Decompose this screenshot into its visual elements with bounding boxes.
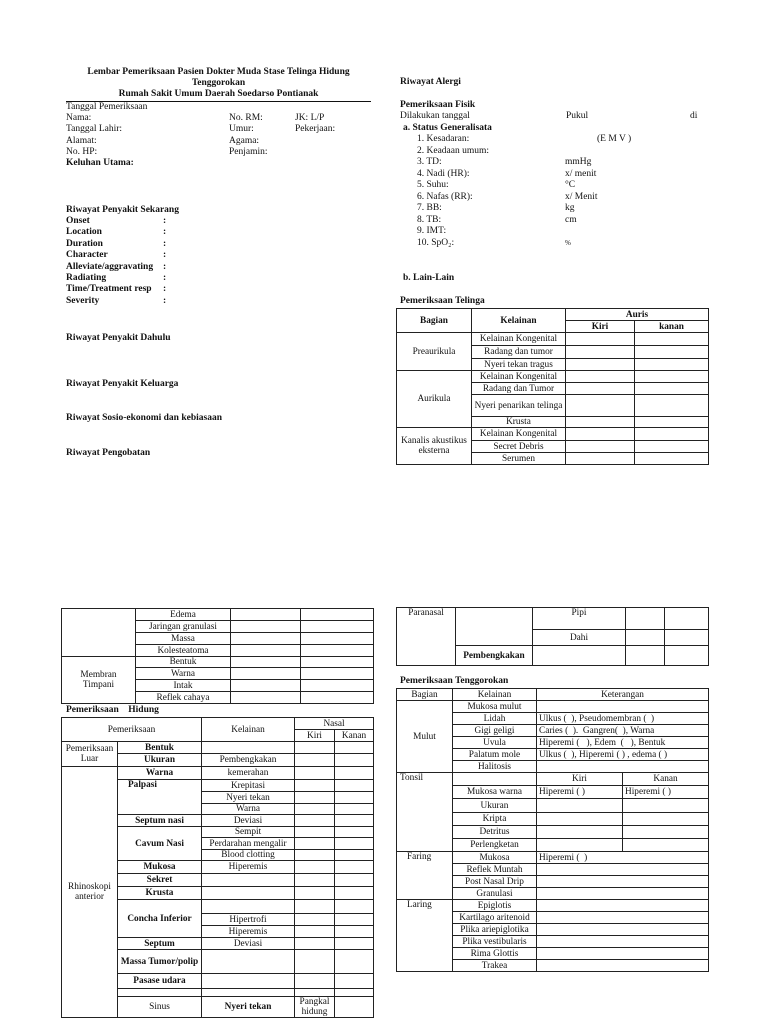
vital-unit: mmHg xyxy=(565,157,592,167)
telinga-kiri-cell[interactable] xyxy=(566,359,635,371)
hidung-kelainan-cell: Deviasi xyxy=(202,815,295,827)
membran-kiri-cell[interactable] xyxy=(231,692,301,704)
rps-colon: : xyxy=(163,250,167,261)
vitals-units xyxy=(565,134,631,249)
paranasal-kiri-cell[interactable] xyxy=(626,608,665,630)
membran-item: Edema xyxy=(136,609,231,621)
hidung-kelainan-cell: Hipertrofi xyxy=(202,914,295,926)
hidung-kanan-cell[interactable] xyxy=(335,989,374,997)
telinga-kiri-cell[interactable] xyxy=(566,441,635,453)
rps-colon: : xyxy=(163,227,167,238)
pukul-label: Pukul xyxy=(566,111,589,121)
hidung-kiri-cell[interactable] xyxy=(295,989,335,997)
telinga-kanan-cell[interactable] xyxy=(635,417,709,428)
pekerjaan-label: Pekerjaan: xyxy=(295,124,336,134)
hidung-kanan-cell[interactable] xyxy=(335,767,374,780)
hidung-kelainan-cell: Deviasi xyxy=(202,938,295,950)
membran-item: Bentuk xyxy=(136,657,231,668)
vital-label: 4. Nadi (HR): xyxy=(417,168,470,179)
hidung-kelainan-cell xyxy=(202,950,295,974)
rpd-heading: Riwayat Penyakit Dahulu xyxy=(66,333,171,343)
hidung-kanan-cell[interactable] xyxy=(335,926,374,938)
teng-kelainan-cell: Trakea xyxy=(453,960,537,972)
rps-item-duration: Duration xyxy=(66,238,103,249)
alamat-label: Alamat: xyxy=(66,136,97,146)
hidung-kiri-cell[interactable] xyxy=(295,861,335,874)
hidung-header-kelainan: Kelainan xyxy=(202,718,295,742)
telinga-kanan-cell[interactable] xyxy=(635,359,709,371)
telinga-header-bagian: Bagian xyxy=(397,309,472,333)
teng-keterangan-cell[interactable] xyxy=(537,864,709,876)
hidung-kelainan-cell: Perdarahan mengalir xyxy=(202,838,295,850)
hidung-kelainan-cell xyxy=(202,900,295,914)
hidung-sinus: Sinus xyxy=(118,997,202,1018)
hidung-kiri-cell[interactable] xyxy=(295,874,335,887)
telinga-kanalis: Kanalis akustikus eksterna xyxy=(397,428,472,465)
hidung-kiri-cell[interactable] xyxy=(295,804,335,815)
hidung-kanan-cell[interactable] xyxy=(335,804,374,815)
hidung-item: Ukuran xyxy=(118,754,202,767)
hidung-kelainan-cell xyxy=(202,989,295,997)
teng-kelainan-cell: Granulasi xyxy=(453,888,537,900)
rps-colon: : xyxy=(163,238,167,249)
hidung-item: Sekret xyxy=(118,874,202,887)
hidung-kelainan-cell: Krepitasi xyxy=(202,780,295,792)
umur-label: Umur: xyxy=(229,124,254,134)
hidung-kelainan-cell: kemerahan xyxy=(202,767,295,780)
vital-label: 5. Suhu: xyxy=(417,180,449,190)
teng-kelainan-cell: Palatum mole xyxy=(453,749,537,761)
hidung-blank-cell xyxy=(118,989,202,997)
membran-timpani-table xyxy=(61,608,374,704)
telinga-kiri-cell[interactable] xyxy=(566,346,635,359)
teng-kelainan-cell: Ukuran xyxy=(453,799,537,813)
telinga-kelainan-cell: Nyeri tekan tragus xyxy=(472,359,566,371)
penjamin-label: Penjamin: xyxy=(229,147,268,157)
rps-list xyxy=(66,216,153,307)
telinga-kanan-cell[interactable] xyxy=(635,333,709,346)
telinga-kanan-cell[interactable] xyxy=(635,428,709,441)
alergi-heading: Riwayat Alergi xyxy=(400,77,461,87)
telinga-header-kiri: Kiri xyxy=(566,321,635,333)
paranasal-blank-cell xyxy=(456,608,533,646)
paranasal-kanan-cell[interactable] xyxy=(665,608,709,630)
form-title-line3: Rumah Sakit Umum Daerah Soedarso Pontianak xyxy=(118,89,319,99)
membran-kanan-cell[interactable] xyxy=(301,621,374,633)
hidung-kanan-cell[interactable] xyxy=(335,792,374,804)
status-generalisata-heading: a. Status Generalisata xyxy=(403,123,492,133)
tanggal-lahir-label: Tanggal Lahir: xyxy=(66,124,123,134)
tenggorokan-heading: Pemeriksaan Tenggorokan xyxy=(400,676,509,686)
teng-kiri-cell[interactable] xyxy=(537,826,623,839)
hidung-kiri-cell[interactable] xyxy=(295,742,335,754)
membran-kiri-cell[interactable] xyxy=(231,609,301,621)
membran-item: Massa xyxy=(136,633,231,645)
telinga-kanan-cell[interactable] xyxy=(635,441,709,453)
telinga-kiri-cell[interactable] xyxy=(566,417,635,428)
hidung-kelainan-cell: Hiperemis xyxy=(202,926,295,938)
hidung-kelainan-cell xyxy=(202,742,295,754)
vital-label: 9. IMT: xyxy=(417,226,447,236)
telinga-kelainan-cell: Kelainan Kongenital xyxy=(472,371,566,383)
teng-keterangan-cell[interactable] xyxy=(537,936,709,948)
telinga-kanan-cell[interactable] xyxy=(635,383,709,395)
hidung-kanan-cell[interactable] xyxy=(335,950,374,974)
teng-keterangan-cell[interactable] xyxy=(537,948,709,960)
hidung-kelainan-cell: Sempit xyxy=(202,827,295,838)
hidung-kelainan-cell: Warna xyxy=(202,804,295,815)
rps-item-alleviate: Alleviate/aggravating xyxy=(66,261,154,272)
form-title-line1: Lembar Pemeriksaan Pasien Dokter Muda Stase Telinga Hidung xyxy=(87,67,350,77)
vital-label: 1. Kesadaran: xyxy=(417,134,470,144)
vital-unit: (E M V ) xyxy=(597,134,632,144)
vital-label: 10. SpO₂: xyxy=(417,237,455,248)
telinga-aurikula: Aurikula xyxy=(397,371,472,428)
hidung-kelainan-cell xyxy=(202,874,295,887)
teng-kelainan-cell: Gigi geligi xyxy=(453,725,537,737)
telinga-kelainan-cell: Radang dan Tumor xyxy=(472,383,566,395)
hidung-item: Bentuk xyxy=(118,742,202,754)
hidung-kiri-cell[interactable] xyxy=(295,815,335,827)
hidung-kiri-cell[interactable] xyxy=(295,900,335,914)
vital-unit: kg xyxy=(565,203,575,213)
teng-header-kiri: Kiri xyxy=(537,773,623,786)
hidung-kanan-cell[interactable] xyxy=(335,742,374,754)
membran-item: Kolesteatoma xyxy=(136,645,231,657)
teng-kelainan-cell: Plika vestibularis xyxy=(453,936,537,948)
telinga-header-auris: Auris xyxy=(566,309,709,321)
hidung-kiri-cell[interactable] xyxy=(295,887,335,900)
hidung-kiri-cell[interactable] xyxy=(295,914,335,926)
hidung-kanan-cell[interactable] xyxy=(335,914,374,926)
dilakukan-label: Dilakukan tanggal xyxy=(400,111,470,121)
hidung-item: Concha Inferior xyxy=(118,900,202,938)
vital-label: 7. BB: xyxy=(417,203,442,213)
paranasal-kanan-cell[interactable] xyxy=(665,646,709,666)
teng-keterangan-cell[interactable]: Hiperemi ( ) xyxy=(537,852,709,864)
teng-header-kelainan: Kelainan xyxy=(453,689,537,701)
membran-kiri-cell[interactable] xyxy=(231,621,301,633)
rps-colon: : xyxy=(163,216,167,226)
agama-label: Agama: xyxy=(229,136,260,146)
hidung-kanan-cell[interactable] xyxy=(335,838,374,850)
teng-keterangan-cell[interactable]: Ulkus ( ), Hiperemi ( ) , edema ( ) xyxy=(537,749,709,761)
telinga-header-kanan: kanan xyxy=(635,321,709,333)
membran-kanan-cell[interactable] xyxy=(301,692,374,704)
hidung-kiri-cell[interactable] xyxy=(295,926,335,938)
hidung-kiri-cell[interactable] xyxy=(295,827,335,838)
teng-keterangan-cell[interactable] xyxy=(537,900,709,912)
membran-kanan-cell[interactable] xyxy=(301,657,374,668)
rps-item-character: Character xyxy=(66,250,108,261)
rps-colon: : xyxy=(163,295,167,306)
paranasal-label: Paranasal xyxy=(397,608,456,666)
hidung-kelainan-cell: Nyeri tekan xyxy=(202,792,295,804)
rps-colon: : xyxy=(163,261,167,272)
teng-header-bagian: Bagian xyxy=(397,689,453,701)
telinga-kiri-cell[interactable] xyxy=(566,383,635,395)
vital-unit xyxy=(565,226,631,238)
telinga-header-kelainan: Kelainan xyxy=(472,309,566,333)
di-label: di xyxy=(690,111,698,121)
rps-colon: : xyxy=(163,273,167,284)
teng-kiri-cell[interactable] xyxy=(537,799,623,813)
vital-unit: °C xyxy=(565,180,576,190)
hidung-kiri-cell[interactable] xyxy=(295,974,335,989)
membran-kanan-cell[interactable] xyxy=(301,633,374,645)
membran-blank-cell xyxy=(62,609,136,657)
hidung-kiri-cell[interactable] xyxy=(335,997,374,1018)
hidung-rhinoskopi: Rhinoskopi anterior xyxy=(62,767,118,1018)
telinga-kelainan-cell: Serumen xyxy=(472,453,566,465)
telinga-kelainan-cell: Krusta xyxy=(472,417,566,428)
hidung-kanan-cell[interactable] xyxy=(335,754,374,767)
membran-item: Reflek cahaya xyxy=(136,692,231,704)
membran-kanan-cell[interactable] xyxy=(301,609,374,621)
telinga-table xyxy=(396,308,709,465)
hidung-item: Pasase udara xyxy=(118,974,202,989)
telinga-kanan-cell[interactable] xyxy=(635,346,709,359)
membran-kanan-cell[interactable] xyxy=(301,645,374,657)
membran-kiri-cell[interactable] xyxy=(231,668,301,680)
teng-keterangan-cell[interactable] xyxy=(537,912,709,924)
hidung-item: Mukosa xyxy=(118,861,202,874)
hidung-kelainan-cell xyxy=(202,974,295,989)
teng-mulut: Mulut xyxy=(397,701,453,773)
teng-blank-cell xyxy=(453,773,537,786)
vital-unit xyxy=(565,146,631,158)
hidung-kanan-cell[interactable] xyxy=(335,815,374,827)
vitals-labels xyxy=(417,134,489,249)
telinga-kelainan-cell: Kelainan Kongenital xyxy=(472,428,566,441)
vital-label: 3. TD: xyxy=(417,157,442,167)
teng-kelainan-cell: Plika ariepiglotika xyxy=(453,924,537,936)
teng-tonsil: Tonsil xyxy=(397,773,453,852)
rps-colon: : xyxy=(163,284,167,295)
hidung-item: Cavum Nasi xyxy=(118,827,202,861)
teng-kelainan-cell: Uvula xyxy=(453,737,537,749)
rps-item-onset: Onset xyxy=(66,216,90,226)
teng-keterangan-cell[interactable]: Caries ( ). Gangren( ), Warna xyxy=(537,725,709,737)
pengobatan-heading: Riwayat Pengobatan xyxy=(66,448,151,458)
teng-header-keterangan: Keterangan xyxy=(537,689,709,701)
tenggorokan-table xyxy=(396,688,709,972)
hidung-kelainan-cell: Pangkal hidung xyxy=(295,997,335,1018)
teng-kelainan-cell: Mukosa xyxy=(453,852,537,864)
telinga-kanan-cell[interactable] xyxy=(635,453,709,465)
teng-kiri-cell[interactable]: Hiperemi ( ) xyxy=(537,786,623,799)
teng-faring: Faring xyxy=(397,852,453,900)
vital-unit: x/ menit xyxy=(565,168,597,179)
hidung-kanan-cell[interactable] xyxy=(335,887,374,900)
telinga-kanan-cell[interactable] xyxy=(635,371,709,383)
teng-kelainan-cell: Lidah xyxy=(453,713,537,725)
vital-label: 6. Nafas (RR): xyxy=(417,191,473,202)
telinga-kanan-cell[interactable] xyxy=(635,395,709,417)
teng-kelainan-cell: Mukosa mulut xyxy=(453,701,537,713)
paranasal-table xyxy=(396,607,709,666)
hidung-kanan-cell[interactable] xyxy=(335,900,374,914)
telinga-kelainan-cell: Kelainan Kongenital xyxy=(472,333,566,346)
vital-unit: cm xyxy=(565,214,577,225)
no-hp-label: No. HP: xyxy=(66,147,98,157)
paranasal-pipi: Pipi xyxy=(533,608,626,630)
membran-kiri-cell[interactable] xyxy=(231,645,301,657)
telinga-kelainan-cell: Secret Debris xyxy=(472,441,566,453)
hidung-header-kiri: Kiri xyxy=(295,730,335,742)
telinga-kiri-cell[interactable] xyxy=(566,453,635,465)
paranasal-dahi: Dahi xyxy=(533,630,626,646)
hidung-item: Palpasi xyxy=(118,780,202,815)
paranasal-pembengkakan: Pembengkakan xyxy=(456,646,533,666)
teng-kiri-cell[interactable] xyxy=(537,813,623,826)
membran-kiri-cell[interactable] xyxy=(231,657,301,668)
teng-kanan-cell[interactable] xyxy=(623,799,709,813)
keluhan-utama-label: Keluhan Utama: xyxy=(66,158,134,168)
telinga-kiri-cell[interactable] xyxy=(566,333,635,346)
hidung-kiri-cell[interactable] xyxy=(295,850,335,861)
form-title-line2: Tenggorokan xyxy=(191,78,246,88)
paranasal-kanan-cell[interactable] xyxy=(665,630,709,646)
telinga-heading: Pemeriksaan Telinga xyxy=(400,296,485,306)
teng-keterangan-cell[interactable] xyxy=(537,701,709,713)
telinga-kiri-cell[interactable] xyxy=(566,395,635,417)
rps-colons xyxy=(163,216,166,307)
membran-kanan-cell[interactable] xyxy=(301,680,374,692)
hidung-kelainan-cell xyxy=(202,887,295,900)
hidung-header-nasal: Nasal xyxy=(295,718,374,730)
teng-keterangan-cell[interactable] xyxy=(537,761,709,773)
hidung-kanan-cell[interactable] xyxy=(335,827,374,838)
rps-item-radiating: Radiating xyxy=(66,273,107,284)
hidung-item: Warna xyxy=(118,767,202,780)
jk-label: JK: L/P xyxy=(295,113,325,123)
rps-heading: Riwayat Penyakit Sekarang xyxy=(66,205,179,215)
teng-kiri-cell[interactable] xyxy=(537,839,623,852)
hidung-item: Krusta xyxy=(118,887,202,900)
paranasal-kiri-cell[interactable] xyxy=(626,630,665,646)
vital-label: 8. TB: xyxy=(417,214,442,225)
tanggal-pemeriksaan-label: Tanggal Pemeriksaan xyxy=(66,102,148,112)
vital-unit: % xyxy=(565,238,571,247)
membran-kiri-cell[interactable] xyxy=(231,633,301,645)
hidung-kiri-cell[interactable] xyxy=(295,838,335,850)
teng-laring: Laring xyxy=(397,900,453,972)
teng-kelainan-cell: Post Nasal Drip xyxy=(453,876,537,888)
teng-kanan-cell[interactable]: Hiperemi ( ) xyxy=(623,786,709,799)
hidung-kiri-cell[interactable] xyxy=(295,767,335,780)
teng-kelainan-cell: Epiglotis xyxy=(453,900,537,912)
telinga-kiri-cell[interactable] xyxy=(566,371,635,383)
rps-item-severity: Severity xyxy=(66,295,100,306)
hidung-header-pemeriksaan: Pemeriksaan xyxy=(62,718,202,742)
telinga-kiri-cell[interactable] xyxy=(566,428,635,441)
vital-unit: x/ Menit xyxy=(565,191,598,202)
sosio-heading: Riwayat Sosio-ekonomi dan kebiasaan xyxy=(66,413,222,423)
teng-keterangan-cell[interactable] xyxy=(537,876,709,888)
telinga-kelainan-cell: Nyeri penarikan telinga xyxy=(472,395,566,417)
teng-kelainan-cell: Mukosa warna xyxy=(453,786,537,799)
hidung-heading: Pemeriksaan Hidung xyxy=(66,705,159,715)
nama-label: Nama: xyxy=(66,113,92,123)
teng-header-kanan: Kanan xyxy=(623,773,709,786)
hidung-kiri-cell[interactable] xyxy=(295,950,335,974)
rpk-heading: Riwayat Penyakit Keluarga xyxy=(66,379,179,389)
vital-label: 2. Keadaan umum: xyxy=(417,145,490,156)
hidung-kelainan-cell: Blood clotting xyxy=(202,850,295,861)
teng-keterangan-cell[interactable] xyxy=(537,960,709,972)
hidung-header-kanan: Kanan xyxy=(335,730,374,742)
hidung-kanan-cell[interactable] xyxy=(335,874,374,887)
lain-lain-heading: b. Lain-Lain xyxy=(403,273,455,283)
hidung-kiri-cell[interactable] xyxy=(295,792,335,804)
fisik-heading: Pemeriksaan Fisik xyxy=(400,100,476,110)
telinga-kelainan-cell: Radang dan tumor xyxy=(472,346,566,359)
teng-kanan-cell[interactable] xyxy=(623,839,709,852)
hidung-kelainan-cell: Pembengkakan xyxy=(202,754,295,767)
membran-kanan-cell[interactable] xyxy=(301,668,374,680)
hidung-kanan-cell[interactable] xyxy=(335,938,374,950)
hidung-kanan-cell[interactable] xyxy=(335,850,374,861)
hidung-item: Septum nasi xyxy=(118,815,202,827)
paranasal-blank-cell xyxy=(533,646,626,666)
hidung-item: Nyeri tekan xyxy=(202,997,295,1018)
teng-kelainan-cell: Halitosis xyxy=(453,761,537,773)
paranasal-kiri-cell[interactable] xyxy=(626,646,665,666)
membran-item: Jaringan granulasi xyxy=(136,621,231,633)
hidung-table xyxy=(61,717,374,1018)
hidung-kiri-cell[interactable] xyxy=(295,754,335,767)
hidung-kelainan-cell: Hiperemis xyxy=(202,861,295,874)
teng-kanan-cell[interactable] xyxy=(623,826,709,839)
teng-kelainan-cell: Reflek Muntah xyxy=(453,864,537,876)
telinga-preaurikula: Preaurikula xyxy=(397,333,472,371)
teng-keterangan-cell[interactable] xyxy=(537,924,709,936)
rps-item-location: Location xyxy=(66,227,102,238)
hidung-kanan-cell[interactable] xyxy=(335,780,374,792)
teng-kelainan-cell: Perlengketan xyxy=(453,839,537,852)
hidung-pemeriksaan-luar: Pemeriksaan Luar xyxy=(62,742,118,767)
teng-keterangan-cell[interactable] xyxy=(537,888,709,900)
teng-keterangan-cell[interactable]: Hiperemi ( ), Edem ( ), Bentuk xyxy=(537,737,709,749)
hidung-kanan-cell[interactable] xyxy=(335,861,374,874)
membran-item: Warna xyxy=(136,668,231,680)
hidung-kiri-cell[interactable] xyxy=(295,938,335,950)
no-rm-label: No. RM: xyxy=(229,113,263,123)
hidung-item: Massa Tumor/polip xyxy=(118,950,202,974)
hidung-kanan-cell[interactable] xyxy=(335,974,374,989)
teng-kelainan-cell: Detritus xyxy=(453,826,537,839)
teng-kelainan-cell: Kripta xyxy=(453,813,537,826)
teng-kelainan-cell: Kartilago aritenoid xyxy=(453,912,537,924)
hidung-item: Septum xyxy=(118,938,202,950)
teng-keterangan-cell[interactable]: Ulkus ( ), Pseudomembran ( ) xyxy=(537,713,709,725)
hidung-kiri-cell[interactable] xyxy=(295,780,335,792)
membran-item: Intak xyxy=(136,680,231,692)
teng-kanan-cell[interactable] xyxy=(623,813,709,826)
membran-kiri-cell[interactable] xyxy=(231,680,301,692)
teng-kelainan-cell: Rima Glottis xyxy=(453,948,537,960)
membran-timpani-label: Membran Timpani xyxy=(62,657,136,704)
rps-item-time: Time/Treatment resp xyxy=(66,284,152,295)
